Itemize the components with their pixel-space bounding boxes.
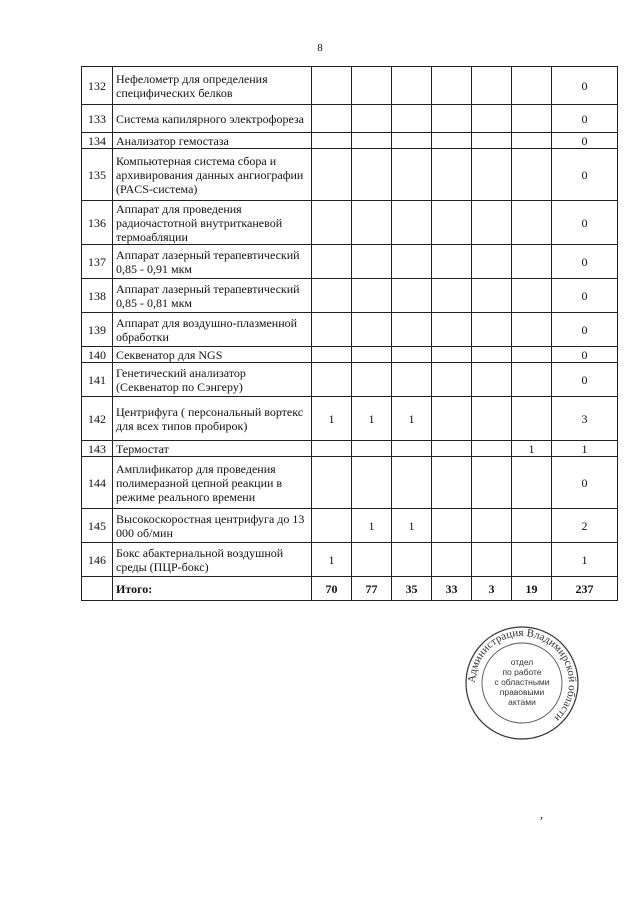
row-total: 0 (552, 363, 618, 397)
table-row (82, 67, 618, 105)
row-c1 (312, 149, 352, 201)
row-c4 (432, 279, 472, 313)
totals-c2: 77 (352, 577, 392, 601)
row-total: 0 (552, 201, 618, 245)
row-name: Анализатор гемостаза (113, 133, 312, 149)
row-total: 1 (552, 441, 618, 457)
row-number: 134 (82, 133, 113, 149)
row-c4 (432, 245, 472, 279)
row-c5 (472, 441, 512, 457)
row-c6 (512, 543, 552, 577)
table-row (82, 457, 618, 509)
row-c1 (312, 67, 352, 105)
page-number: 8 (317, 42, 323, 54)
row-number: 136 (82, 201, 113, 245)
row-c3 (392, 245, 432, 279)
table-body (82, 67, 618, 577)
row-c1 (312, 441, 352, 457)
totals-c1: 70 (312, 577, 352, 601)
row-c2 (352, 279, 392, 313)
row-c2: 1 (352, 509, 392, 543)
stamp-line: актами (508, 697, 536, 707)
row-c2 (352, 457, 392, 509)
row-c5 (472, 543, 512, 577)
row-total: 0 (552, 67, 618, 105)
row-c6 (512, 201, 552, 245)
row-c4 (432, 441, 472, 457)
row-c3 (392, 133, 432, 149)
row-c4 (432, 105, 472, 133)
row-total: 0 (552, 133, 618, 149)
row-c5 (472, 149, 512, 201)
row-c4 (432, 363, 472, 397)
row-c6 (512, 245, 552, 279)
row-name: Бокс абактериальной воздушной среды (ПЦР-бокс) (113, 543, 312, 577)
row-c5 (472, 509, 512, 543)
row-total: 0 (552, 313, 618, 347)
row-c2 (352, 133, 392, 149)
margin-mark: , (540, 807, 543, 821)
table-row (82, 133, 618, 149)
row-c2 (352, 347, 392, 363)
row-c3 (392, 347, 432, 363)
row-c5 (472, 279, 512, 313)
row-c1 (312, 363, 352, 397)
totals-row (82, 577, 618, 601)
row-c6: 1 (512, 441, 552, 457)
row-total: 1 (552, 543, 618, 577)
row-c2 (352, 313, 392, 347)
table-row (82, 441, 618, 457)
stamp-line: правовыми (499, 687, 545, 697)
row-number: 141 (82, 363, 113, 397)
row-c5 (472, 245, 512, 279)
row-c5 (472, 133, 512, 149)
row-c3 (392, 457, 432, 509)
row-c2 (352, 363, 392, 397)
row-total: 0 (552, 457, 618, 509)
row-c3 (392, 105, 432, 133)
row-c2 (352, 441, 392, 457)
equipment-table (81, 66, 618, 601)
row-c1: 1 (312, 397, 352, 441)
row-total: 3 (552, 397, 618, 441)
row-c2: 1 (352, 397, 392, 441)
row-name: Секвенатор для NGS (113, 347, 312, 363)
row-name: Аппарат для проведения радиочастотной внутритканевой термоабляции (113, 201, 312, 245)
row-c4 (432, 509, 472, 543)
totals-c5: 3 (472, 577, 512, 601)
table-row (82, 397, 618, 441)
row-name: Центрифуга ( персональный вортекс для всех типов пробирок) (113, 397, 312, 441)
row-c4 (432, 67, 472, 105)
row-c1 (312, 347, 352, 363)
row-c3: 1 (392, 397, 432, 441)
row-c6 (512, 509, 552, 543)
row-name: Генетический анализатор (Секвенатор по Сэнгеру) (113, 363, 312, 397)
row-name: Термостат (113, 441, 312, 457)
row-c5 (472, 363, 512, 397)
row-c3 (392, 313, 432, 347)
table-row (82, 509, 618, 543)
row-number: 132 (82, 67, 113, 105)
row-c4 (432, 457, 472, 509)
row-c6 (512, 67, 552, 105)
row-c1 (312, 313, 352, 347)
row-c3 (392, 149, 432, 201)
row-number: 139 (82, 313, 113, 347)
table-row (82, 347, 618, 363)
stamp-line: по работе (502, 667, 542, 677)
row-c3 (392, 441, 432, 457)
stamp-center-text (494, 657, 549, 707)
row-c2 (352, 201, 392, 245)
totals-c4: 33 (432, 577, 472, 601)
row-c4 (432, 347, 472, 363)
row-name: Компьютерная система сбора и архивирования данных ангиографии (PACS-система) (113, 149, 312, 201)
row-number: 142 (82, 397, 113, 441)
stamp-line: отдел (510, 657, 534, 667)
totals-sum: 237 (552, 577, 618, 601)
row-c2 (352, 149, 392, 201)
row-c1: 1 (312, 543, 352, 577)
row-c5 (472, 67, 512, 105)
row-c1 (312, 509, 352, 543)
row-c6 (512, 313, 552, 347)
row-name: Высокоскоростная центрифуга до 13 000 об/мин (113, 509, 312, 543)
row-c4 (432, 313, 472, 347)
row-total: 2 (552, 509, 618, 543)
row-name: Аппарат лазерный терапевтический 0,85 - 0,91 мкм (113, 245, 312, 279)
row-c4 (432, 543, 472, 577)
row-c4 (432, 397, 472, 441)
row-name: Нефелометр для определения специфических белков (113, 67, 312, 105)
table-row (82, 245, 618, 279)
row-c6 (512, 457, 552, 509)
row-number: 133 (82, 105, 113, 133)
table-row (82, 201, 618, 245)
row-c4 (432, 149, 472, 201)
row-number: 144 (82, 457, 113, 509)
row-total: 0 (552, 245, 618, 279)
row-total: 0 (552, 279, 618, 313)
table-row (82, 279, 618, 313)
row-c1 (312, 201, 352, 245)
row-c5 (472, 457, 512, 509)
row-c1 (312, 133, 352, 149)
row-name: Аппарат лазерный терапевтический 0,85 - 0,81 мкм (113, 279, 312, 313)
row-c6 (512, 279, 552, 313)
row-c3 (392, 279, 432, 313)
row-c3: 1 (392, 509, 432, 543)
row-c2 (352, 245, 392, 279)
row-c6 (512, 149, 552, 201)
row-name: Система капилярного электрофореза (113, 105, 312, 133)
row-c3 (392, 543, 432, 577)
row-c6 (512, 133, 552, 149)
row-c5 (472, 347, 512, 363)
row-c5 (472, 105, 512, 133)
row-name: Амплификатор для проведения полимеразной цепной реакции в режиме реального времени (113, 457, 312, 509)
row-c5 (472, 397, 512, 441)
row-c3 (392, 363, 432, 397)
table-row (82, 543, 618, 577)
row-c6 (512, 363, 552, 397)
row-number: 145 (82, 509, 113, 543)
row-c6 (512, 397, 552, 441)
row-number: 137 (82, 245, 113, 279)
row-c6 (512, 105, 552, 133)
table-row (82, 363, 618, 397)
row-name: Аппарат для воздушно-плазменной обработки (113, 313, 312, 347)
row-c1 (312, 279, 352, 313)
official-stamp (464, 625, 580, 741)
row-total: 0 (552, 105, 618, 133)
row-c1 (312, 457, 352, 509)
row-number: 135 (82, 149, 113, 201)
row-c6 (512, 347, 552, 363)
row-total: 0 (552, 347, 618, 363)
row-c4 (432, 201, 472, 245)
totals-label: Итого: (113, 577, 312, 601)
row-c2 (352, 105, 392, 133)
row-number: 140 (82, 347, 113, 363)
row-number: 143 (82, 441, 113, 457)
totals-c3: 35 (392, 577, 432, 601)
row-total: 0 (552, 149, 618, 201)
row-c5 (472, 201, 512, 245)
row-number: 146 (82, 543, 113, 577)
row-c3 (392, 201, 432, 245)
stamp-ring-text: Администрация Владимирской области (465, 626, 579, 724)
table-row (82, 149, 618, 201)
table-row (82, 313, 618, 347)
row-c1 (312, 245, 352, 279)
totals-c6: 19 (512, 577, 552, 601)
row-c2 (352, 543, 392, 577)
row-c2 (352, 67, 392, 105)
row-c1 (312, 105, 352, 133)
row-c4 (432, 133, 472, 149)
row-c3 (392, 67, 432, 105)
stamp-line: с областными (494, 677, 550, 687)
row-c5 (472, 313, 512, 347)
row-number: 138 (82, 279, 113, 313)
table-row (82, 105, 618, 133)
